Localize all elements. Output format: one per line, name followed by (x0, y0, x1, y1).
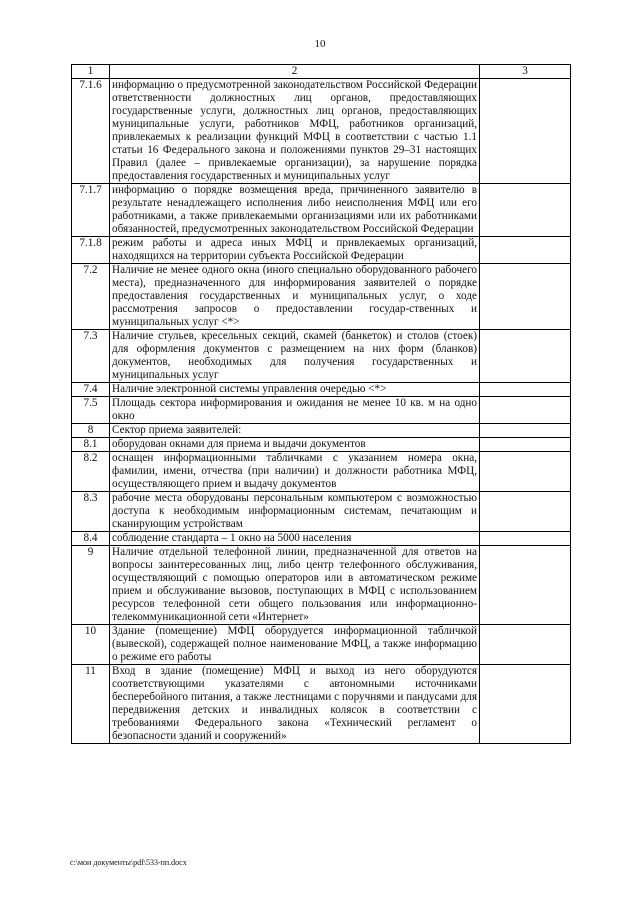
table-header (72, 65, 571, 79)
header-row (72, 65, 571, 79)
column-header-1: 1 (72, 65, 110, 79)
item-value-cell (480, 452, 571, 492)
item-description: информацию о порядке возмещения вреда, причиненного заявителю в результате ненадлежащего исполнения либо неисполнения МФЦ или его работниками, а также привлекаемыми организациями или их работниками обязанностей, предусмотренных законодательством Российской Федерации (110, 184, 480, 237)
item-value-cell (480, 532, 571, 546)
item-number: 8.4 (72, 532, 110, 546)
table-row (72, 383, 571, 397)
item-value-cell (480, 546, 571, 625)
item-number: 7.2 (72, 264, 110, 330)
column-header-2: 2 (110, 65, 480, 79)
item-value-cell (480, 383, 571, 397)
table-row (72, 79, 571, 184)
table-body (72, 79, 571, 744)
item-description: соблюдение стандарта – 1 окно на 5000 населения (110, 532, 480, 546)
item-number: 7.1.8 (72, 237, 110, 264)
item-description: оборудован окнами для приема и выдачи документов (110, 438, 480, 452)
item-description: информацию о предусмотренной законодательством Российской Федерации ответственности должностных лиц органов, предоставляющих государственные услуги, должностных лиц органов, предоставляющих муниципальные услуги, работников МФЦ, работников организаций, привлекаемых к реализации функций МФЦ в соответствии с частью 1.1 статьи 16 Федерального закона и положениями пунктов 29–31 настоящих Правил (далее – привлекаемые организации), за нарушение порядка предоставления государственных и муниципальных услуг (110, 79, 480, 184)
item-number: 7.3 (72, 330, 110, 383)
item-value-cell (480, 397, 571, 424)
item-value-cell (480, 184, 571, 237)
item-description: Наличие электронной системы управления очередью <*> (110, 383, 480, 397)
item-number: 8.3 (72, 492, 110, 532)
item-value-cell (480, 237, 571, 264)
item-value-cell (480, 665, 571, 744)
item-number: 8 (72, 424, 110, 438)
table-row (72, 397, 571, 424)
item-number: 9 (72, 546, 110, 625)
table-row (72, 330, 571, 383)
table-row (72, 184, 571, 237)
item-number: 7.5 (72, 397, 110, 424)
column-header-3: 3 (480, 65, 571, 79)
item-description: Наличие не менее одного окна (иного специально оборудованного рабочего места), предназначенного для информирования заявителей о порядке предоставления государственных и муниципальных услуг, о ходе рассмотрения запросов о предоставлении государ-ственных и муниципальных услуг <*> (110, 264, 480, 330)
item-value-cell (480, 492, 571, 532)
item-value-cell (480, 438, 571, 452)
item-description: Вход в здание (помещение) МФЦ и выход из него оборудуются соответствующими указателями с автономными источниками бесперебойного питания, а также лестницами с поручнями и пандусами для передвижения детских и инвалидных колясок в соответствии с требованиями Федерального закона «Технический регламент о безопасности зданий и сооружений» (110, 665, 480, 744)
item-description: рабочие места оборудованы персональным компьютером с возможностью доступа к необходимым информационным системам, печатающим и сканирующим устройствам (110, 492, 480, 532)
table-row (72, 665, 571, 744)
item-description: Наличие отдельной телефонной линии, предназначенной для ответов на вопросы заинтересованных лиц, либо центр телефонного обслуживания, осуществляющий с помощью операторов или в автоматическом режиме прием и обслуживание вызовов, поступающих в МФЦ с использованием ресурсов телефонной сети общего пользования или информационно-телекоммуникационной сети «Интернет» (110, 546, 480, 625)
item-number: 7.1.7 (72, 184, 110, 237)
item-description: Сектор приема заявителей: (110, 424, 480, 438)
item-number: 8.2 (72, 452, 110, 492)
table-row (72, 492, 571, 532)
item-number: 10 (72, 625, 110, 665)
item-number: 11 (72, 665, 110, 744)
item-value-cell (480, 264, 571, 330)
table-row (72, 625, 571, 665)
table-row (72, 237, 571, 264)
item-description: Наличие стульев, кресельных секций, скамей (банкеток) и столов (стоек) для оформления документов с размещением на них форм (бланков) документов, необходимых для получения государственных и муниципальных услуг (110, 330, 480, 383)
table-row (72, 438, 571, 452)
table-row (72, 424, 571, 438)
table-row (72, 452, 571, 492)
item-value-cell (480, 424, 571, 438)
item-number: 7.4 (72, 383, 110, 397)
item-number: 7.1.6 (72, 79, 110, 184)
table-row (72, 264, 571, 330)
requirements-table (71, 64, 571, 744)
item-value-cell (480, 625, 571, 665)
table-row (72, 546, 571, 625)
table-row (72, 532, 571, 546)
item-value-cell (480, 330, 571, 383)
item-number: 8.1 (72, 438, 110, 452)
item-value-cell (480, 79, 571, 184)
item-description: Площадь сектора информирования и ожидания не менее 10 кв. м на одно окно (110, 397, 480, 424)
page-number: 10 (314, 38, 326, 50)
file-path-footer: c:\мои документы\pdf\533-пп.docx (70, 858, 187, 867)
item-description: оснащен информационными табличками с указанием номера окна, фамилии, имени, отчества (при наличии) и должности работника МФЦ, осуществляющего прием и выдачу документов (110, 452, 480, 492)
item-description: Здание (помещение) МФЦ оборудуется информационной табличкой (вывеской), содержащей полное наименование МФЦ, а также информацию о режиме его работы (110, 625, 480, 665)
item-description: режим работы и адреса иных МФЦ и привлекаемых организаций, находящихся на территории субъекта Российской Федерации (110, 237, 480, 264)
